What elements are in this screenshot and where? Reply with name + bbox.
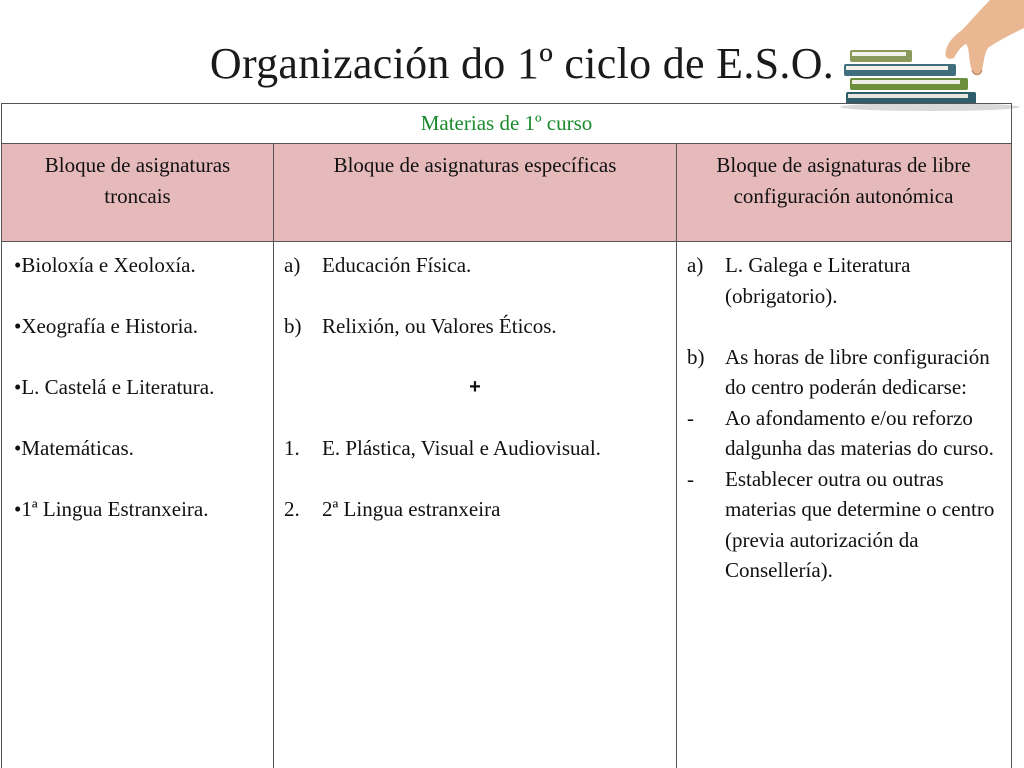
list-text: Ao afondamento e/ou reforzo dalgunha das materias do curso.: [725, 405, 994, 460]
books-hand-illustration: [840, 0, 1024, 112]
especificas-list: [274, 242, 676, 525]
list-marker: a): [284, 253, 301, 277]
list-item: •Matemáticas.: [14, 436, 134, 460]
especificas-cell: [273, 242, 676, 768]
plus-sign: +: [469, 376, 481, 398]
list-marker: b): [687, 344, 705, 369]
list-item: [284, 311, 676, 342]
list-text: Establecer outra ou outras materias que determine o centro (previa autorización da Consellería).: [725, 466, 995, 582]
header-especificas-label: Bloque de asignaturas específicas: [333, 153, 617, 177]
list-item: [687, 464, 1004, 586]
subjects-table: [1, 103, 1012, 768]
list-marker: b): [284, 314, 302, 338]
libre-list: [677, 242, 1010, 586]
header-cell-especificas: [273, 144, 676, 241]
list-item: [687, 342, 1004, 403]
list-marker: 2.: [284, 497, 300, 521]
header-cell-troncais: [2, 144, 273, 241]
troncais-list: [2, 242, 273, 525]
header-cell-libre: [676, 144, 1010, 241]
list-item: [687, 250, 1004, 311]
list-item: •Xeografía e Historia.: [14, 314, 199, 338]
list-item: [284, 433, 676, 464]
list-item: •L. Castelá e Literatura.: [14, 375, 215, 399]
hand-icon: [910, 0, 1024, 80]
subject-row-label: Materias de 1º curso: [420, 111, 593, 135]
list-marker: -: [687, 466, 694, 491]
list-item: •Bioloxía e Xeoloxía.: [14, 253, 196, 277]
list-item: [284, 494, 676, 525]
spacer: [687, 311, 1004, 342]
list-text: E. Plástica, Visual e Audiovisual.: [322, 436, 601, 460]
subject-row: [2, 104, 1011, 144]
list-text: 2ª Lingua estranxeira: [322, 497, 501, 521]
list-marker: -: [687, 405, 694, 430]
list-item: [687, 403, 1004, 464]
list-text: Educación Física.: [322, 253, 472, 277]
libre-cell: [676, 242, 1010, 768]
list-item: [284, 250, 676, 281]
list-marker: a): [687, 253, 704, 277]
page-title: Organización do 1º ciclo de E.S.O.: [209, 39, 835, 88]
header-row: [2, 144, 1011, 242]
header-libre-label: Bloque de asignaturas de libre configuración autonómica: [716, 153, 971, 208]
list-text: Relixión, ou Valores Éticos.: [322, 314, 557, 338]
body-row: [2, 242, 1011, 768]
troncais-cell: [2, 242, 273, 768]
list-text: As horas de libre configuración do centro poderán dedicarse:: [725, 344, 990, 399]
header-troncais-label: Bloque de asignaturas troncais: [44, 153, 231, 208]
list-marker: 1.: [284, 436, 300, 460]
list-item: •1ª Lingua Estranxeira.: [14, 497, 209, 521]
list-text: L. Galega e Literatura (obrigatorio).: [725, 253, 911, 308]
